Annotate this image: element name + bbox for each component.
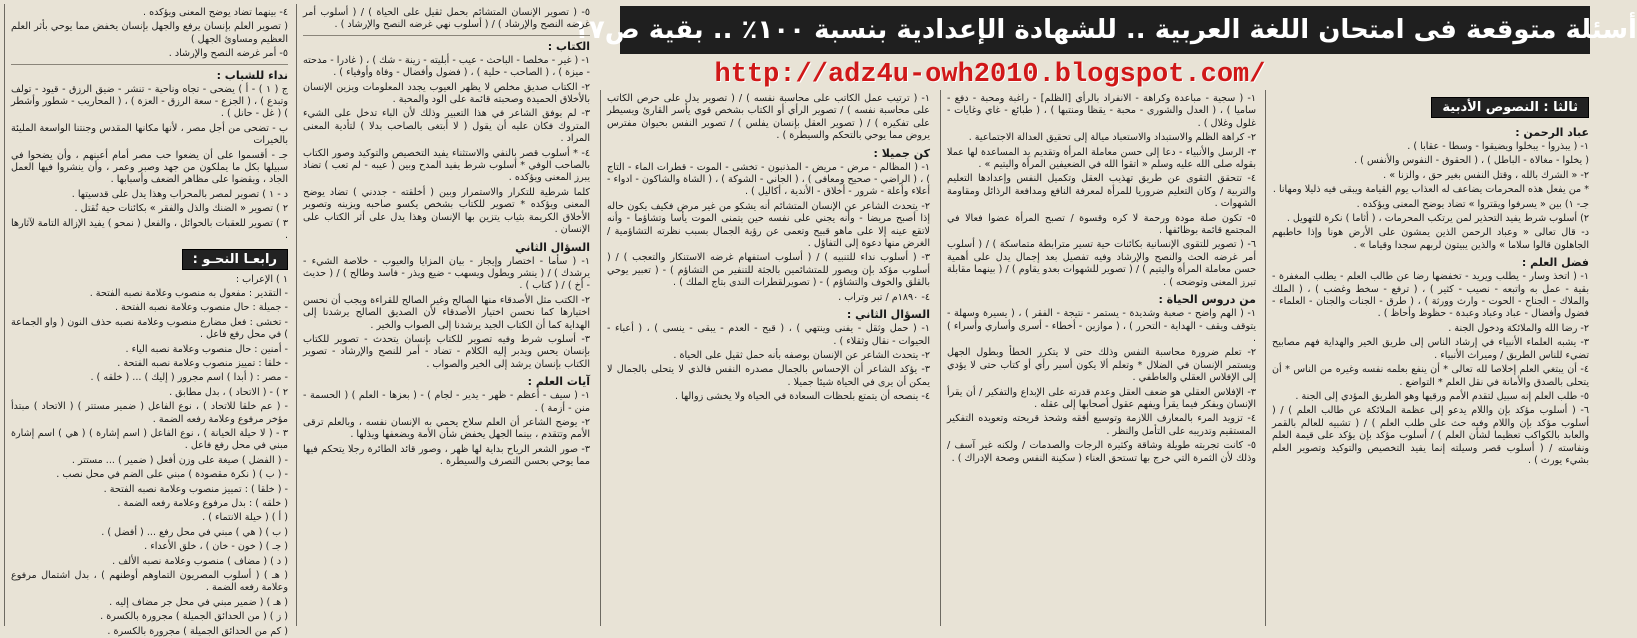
subheading-second-question-book: السؤال الثاني <box>303 241 590 254</box>
text-line: ١- ( سجية - مباعدة وكراهة - الانفراد بالرأي [الظلم] - راغبة ومحبة - دفع - ساميا ) ، ( العدل والشورى - محبة - يقظا ومنتبها ) ، ( طبائع - غاي وغايات - غلول وغلال ) . <box>947 93 1256 130</box>
text-line: ٥- أمر غرضه النصح والإرشاد . <box>11 48 288 60</box>
text-line: - تخشى : فعل مضارع منصوب وعلامة نصبه حذف النون ( واو الجماعة ) في محل رفع فاعل . <box>11 317 288 342</box>
text-line: ( أ ) ( حيلة الانتماء ) . <box>11 512 288 524</box>
text-line: ج ( ١ ) - أ ) يضحى - تجاه وناحية - تنشر - ضيق الرزق - قيود - تولف وتبدع ) ، ( الجزع - سعة الرزق - العزة ) ، ( المحاريب - شطور وأشطر ) ( غل - حانل ) . <box>11 84 288 121</box>
text-line: - ( ب ) ( نكرة مقصودة ) مبني على الضم في محل نصب . <box>11 469 288 481</box>
lines-fadl-alilm <box>1272 271 1589 467</box>
text-line: جـ- ١) بين « يسرفوا ويقتروا » تضاد يوضح المعنى ويؤكده . <box>1272 199 1589 211</box>
text-line: ( تصوير العلم بإنسان يرفع والجهل بإنسان يخفض مما يوحي بأثر العلم العظيم ومساوئ الجهل ) <box>11 21 288 46</box>
subheading-fadl-alilm: فضل العلم : <box>1272 256 1589 269</box>
text-line: ١- ( حمل وثقل - يفنى وينتهي ) ، ( قبح - العدم - يبقى - ينسى ) ، ( أعباء - الحيوات - نقال وثقلاء ) . <box>607 323 930 348</box>
lines-second-question <box>607 323 930 403</box>
lines-the-book <box>303 55 590 237</box>
text-line: ٣- صور الشعر الرياح بداية لها ظهر ، وصور قائد الطائرة رجلا يتحكم فيها مما يوحي بحسن التصرف والسيطرة . <box>303 444 590 469</box>
text-line: - التقدير : مفعول به منصوب وعلامة نصبه الفتحة . <box>11 288 288 300</box>
text-line: ٣- أسلوب شرط وفيه تصوير للكتاب بإنسان يتحدث - تصوير للكتاب بإنسان يحس ويدبر إليه الكلام - تضاد - أمر للنصح والإرشاد - تصوير الكتاب بإنسان يرشد إلى الخير والصواب . <box>303 334 590 371</box>
text-line: ب - تضحى من أجل مصر ، لأنها مكانها المقدس وجنتنا الواسعة المليئة بالخيرات <box>11 123 288 148</box>
text-line: ٤- أن يبتغي العلم إخلاصا لله تعالى * أن ينفع بعلمه نفسه وغيره من الناس * أن يتحلى بالصدق والأمانة في نقل العلم * التواضع . <box>1272 364 1589 389</box>
lines-ibad-alrahman <box>1272 141 1589 252</box>
text-line: ١- ( الهم واضح - صعبة وشديدة - يستمر - نتيجة - الفقر ) ، ( يسيرة وسهلة - يتوقف ويقف - الهداية - التحرر ) ، ( موازين - أخطاء - أسرى وأساري وأسراء ) . <box>947 308 1256 345</box>
text-line: ٤- بينهما تضاد يوضح المعنى ويؤكده . <box>11 7 288 19</box>
text-line: ( جـ ) ( خون - خان ) ، خلق الأعداء . <box>11 541 288 553</box>
text-line: - خلقا : تمييز منصوب وعلامة نصبه الفتحة . <box>11 358 288 370</box>
lines-women-education <box>947 93 1256 289</box>
text-line: ٢- « الشرك بالله ، وقتل النفس بغير حق ، والزنا » . <box>1272 170 1589 182</box>
text-line: جـ - أقسموا على أن يضعوا حب مصر أمام أعينهم ، وأن يضحوا في سبيلها بكل ما يملكون من جهد وصبر وعمر ، وأن ينشروا فيها العمل الجاد ، ويقضوا على مظاهر الضعف وأسبابها . <box>11 150 288 187</box>
text-line: ٣- يشبه العلماء الأنبياء في إرشاد الناس إلى طريق الخير والهداية فهم مصابيح تضيء للناس الطريق / وميراث الأنبياء . <box>1272 337 1589 362</box>
text-line: ( خلقه ) : بدل مرفوع وعلامة رفعه الضمة . <box>11 498 288 510</box>
text-line: ٣ - ( لا حيلة الخيانة ) ، نوع الفاعل ( اسم إشارة ) ( هي ) اسم إشارة مبني في محل رفع فاعل . <box>11 428 288 453</box>
lines-self-accounting <box>607 93 930 143</box>
lines-verses-of-knowledge <box>303 390 590 468</box>
text-line: - جميلة : حال منصوب وعلامة نصبه الفتحة . <box>11 302 288 314</box>
text-line: - مصر : ( أبدا ) اسم مجرور ( إليك ) ... ( خلقه ) . <box>11 372 288 384</box>
text-line: ٥- ( تصوير الإنسان المتشائم بحمل ثقيل على الحياة ) / ( أسلوب أمر غرضه النصح والإرشاد ) / ( أسلوب نهي غرضه النصح والإرشاد ) . <box>303 7 590 32</box>
text-line: ٥- تكون صلة مودة ورحمة لا كره وقسوة / تصبح المرأة عضوا فعالا في المجتمع قائمة بوظائفها . <box>947 213 1256 238</box>
text-line: - أمنين : حال منصوب وعلامة نصبه الياء . <box>11 344 288 356</box>
text-line: ١- ( اتخذ وسار - يطلب ويريد - تخفضها رضا عن طالب العلم - يطلب المغفرة - بقية - عمل به واتبعه - نصيب - كثير ) ، ( ترفع - سخط وغضب ) ، ( الملك والملاك - الجناح - الحوت - وارث وورثة ) ، ( طرق - الجنات والجنان - العلماء - فضول وأفضال - عباد وعباد وعبدة - حظوظ وأحاظ ) . <box>1272 271 1589 321</box>
text-line: ١ ) الإعراب : <box>11 274 288 286</box>
column-life-lessons <box>940 90 1262 626</box>
text-line: ٥- طلب العلم إنه سبيل لتقدم الأمم ورقيها وهو الطريق المؤدي إلى الجنة . <box>1272 391 1589 403</box>
text-line: ٢- الكتب مثل الأصدقاء منها الصالح وغير الصالح للقراءة ويجب أن نحسن اختيارها كما نحسن اختيار الأصدقاء لأن الصديق الصالح يرشدنا إلى الهداية كما أن الكتاب الجيد يرشدنا إلى الصواب والخير . <box>303 295 590 332</box>
text-line: ٤- ينصحه أن يتمتع بلحظات السعادة في الحياة ولا يخشى زوالها . <box>607 391 930 403</box>
lines-knowledge-contrast <box>11 7 288 61</box>
text-line: د- قال تعالى « وعباد الرحمن الذين يمشون على الأرض هونا وإذا خاطبهم الجاهلون قالوا سلاما » والذين يبيتون لربهم سجدا وقياما » . <box>1272 227 1589 252</box>
text-line: ( ب ) ( هي ) مبني في محل رفع ... ( أفضل ) . <box>11 527 288 539</box>
text-line: ١- ( سيف - أعظم - ظهر - يدير - لجام ) - ( بعزها - العلم ) ( الحسمة - منن - أزمة ) . <box>303 390 590 415</box>
text-line: ٥- كانت تجربته طويلة وشاقة وكثيرة الرجات والصدمات / ولكنه غير آسف / وذلك لأن الثمرة التي خرج بها تستحق العناء ( سكينة النفس وصحة الإدراك ) . <box>947 440 1256 465</box>
text-line: ( ز ) ( من الحدائق الجميلة ) مجرورة بالكسرة . <box>11 611 288 623</box>
text-line: - ( الفضل ) صيغة على وزن أفعل ( ضمير ) ... مستتر . <box>11 455 288 467</box>
text-line: ٣- الإفلاس العقلي هو ضعف العقل وعدم قدرته على الإبداع والتفكير / أن يقرأ الإنسان ويفكر فيما يقرأ ويفهم عقول أصحابها إلى عقله . <box>947 387 1256 412</box>
text-line: ٤- تزويد المرء بالمعارف اللازمة وتوسيع أفقه وشحذ قريحته وتعويده التفكير المستقيم وتدريبه على التأمل والنظر . <box>947 413 1256 438</box>
text-line: ٢ ) - ( الاتحاد ) ، بدل مطابق . <box>11 387 288 399</box>
text-line: ( هـ ) ( ضمير مبني في محل جر مضاف إليه . <box>11 597 288 609</box>
lines-be-beautiful <box>607 162 930 304</box>
column-be-beautiful <box>600 90 936 626</box>
text-line: ٢- يتحدث الشاعر عن الإنسان بوصفه بأنه حمل ثقيل على الحياة . <box>607 350 930 362</box>
lines-call-to-youth <box>11 84 288 243</box>
text-line: ١- ( سأما - اختصار وإيجاز - بيان المزايا والعيوب - خلاصة الشيء - يرشدك ) / ( ينشر ويطول ويسهب - ضيع ويذر - فاسد وطالح ) / ( حديث - أخ ) / ( كتاب ) . <box>303 256 590 293</box>
subheading-verses-of-knowledge: آيات العلم : <box>303 375 590 388</box>
lines-pessimist <box>303 7 590 32</box>
subheading-life-lessons: من دروس الحياة : <box>947 293 1256 306</box>
subheading-second-question: السؤال الثاني : <box>607 308 930 321</box>
text-line: ( هـ ) ( أسلوب المصريون التماوهم أوطنهم ) ، بدل اشتمال مرفوع وعلامة رفعه الضمة . <box>11 570 288 595</box>
text-line: ٢- رضا الله والملائكة ودخول الجنة . <box>1272 323 1589 335</box>
blog-url-watermark[interactable]: http://adz4u-owh2010.blogspot.com/ <box>610 60 1370 94</box>
text-line: ٦- ( تصوير للتقوى الإنسانية بكائنات حية تسير مترابطة متماسكة ) / ( أسلوب أمر غرضه الحث والنصح والإرشاد وفيه تفصيل بعد إجمال يدل على أهمية حسن معاملة المرأة واليتيم ) / ( تصوير للشهوات بعدو يقاوم ) / ( بينهما مقابلة تبرز المعنى وتوضحه ) . <box>947 239 1256 289</box>
lines-grammar <box>11 274 288 638</box>
text-line: * من يفعل هذه المحرمات يضاعف له العذاب يوم القيامة ويبقى فيه ذليلا ومهانا . <box>1272 184 1589 196</box>
text-line: ( يخلوا - مغالاة - الباطل ) ، ( الحقوق - النفوس والأنفس ) . <box>1272 155 1589 167</box>
text-line: ٢) أسلوب شرط يفيد التحذير لمن يرتكب المحرمات ، ( أثاما ) نكرة للتهويل . <box>1272 213 1589 225</box>
text-line: ١- ( يبذروا - يبخلوا ويضيقوا - وسطا - عقابا ) . <box>1272 141 1589 153</box>
subheading-call-to-youth: نداء للشباب : <box>11 69 288 82</box>
page-banner-title: أسئلة متوقعة فى امتحان اللغة العربية .. للشهادة الإعدادية بنسبة ١٠٠٪ .. بقية ص١٧ <box>620 6 1590 54</box>
text-line: ٣- يؤكد الشاعر أن الإحساس بالجمال مصدره النفس فالذي لا يتحلى بالجمال لا يمكن أن يرى في الحياة شيئا جميلا . <box>607 364 930 389</box>
subheading-be-beautiful: كن جميلا : <box>607 147 930 160</box>
text-line: ٤- * أسلوب قصر بالنفي والاستثناء يفيد التخصيص والتوكيد وصور الكتاب بالصاحب الوفي * أسلوب شرط يفيد المدح وبين ( عيبه - لم تعب ) تضاد يبرز المعنى ويؤكده . <box>303 148 590 185</box>
text-line: ٦- ( أسلوب مؤكد بإن واللام يدعو إلى عظمة الملائكة عن طالب العلم ) / ( أسلوب مؤكد بإن واللام وفيه حث على طلب العلم ) / ( تشبيه للعالم بالقمر والعابد بالكواكب تعظيما لشأن العلم ) / أسلوب مؤكد بإن يؤكد على قيمة العلم ونفاسته / ( أسلوب قصر وسيلته إنما يفيد التخصيص والتوكيد وتصوير العلم بشيء يورث ) . <box>1272 405 1589 467</box>
text-line: ٢- الكتاب صديق مخلص لا يظهر العيوب يجدد المعلومات ويزين الإنسان بالأخلاق الحميدة وصحبته قائمة على الود والمحبة . <box>303 82 590 107</box>
text-line: - ( خلقا ) : تمييز منصوب وعلامة نصبه الفتحة . <box>11 484 288 496</box>
text-line: ١- ( غير - مخلصا - الباحث - عيب - أبليته - زينة - شك ) ، ( غادرا - مدحته - ميزة ) ، ( الصاحب - حلية ) ، ( فضول وأفضال - وفاة وأوفياء ) . <box>303 55 590 80</box>
text-line: ٢- كراهة الظلم والاستبداد والاستعباد ميالة إلى تحقيق العدالة الاجتماعية . <box>947 132 1256 144</box>
text-line: ٣- الرسل والأنبياء - دعا إلى حسن معاملة المرأة وتقديم يد المساعدة لها عملا بقوله صلى الله عليه وسلم « اتقوا الله في الضعيفين المرأة واليتيم » . <box>947 147 1256 172</box>
column-literary-texts <box>1265 90 1595 626</box>
text-line: ٣ ) تصوير للعقبات بالحوائل ، والفعل ( نمحو ) يفيد الإزالة التامة لآثارها . <box>11 218 288 243</box>
text-line: د - ١ ) تصوير لمصر بالمحراب وهذا يدل على قدسيتها . <box>11 189 288 201</box>
subheading-ibad-alrahman: عباد الرحمن : <box>1272 126 1589 139</box>
text-line: ١- ( المظالم - مرض - مريض - المذنبون - تخشى - الموت - قطرات الماء - التاج ) ، ( الراضي - صحيح ومعافى ) ، ( الجاني - الشوكة ) ، ( الشاة والشاكون - ادواء - أعلاء وأعلة - شرور - أخلاق - الأندية ، أكاليل ) . <box>607 162 930 199</box>
text-line: ٢- تعلم ضرورة محاسبة النفس وذلك حتى لا يتكرر الخطأ وبطول الجهل ويستمر الإنسان في الضلال * وتعلم ألا يكون أسير رأي أو كتاب حتى لا يؤدي إلى الإفلاس العقلي والعاطفي . <box>947 347 1256 384</box>
column-call-to-youth <box>4 4 294 626</box>
text-line: ( كم من الحدائق الجميلة ) مجرورة بالكسرة . <box>11 626 288 638</box>
divider <box>303 35 590 36</box>
text-line: ٢- يتحدث الشاعر عن الإنسان المتشائم أنه يشكو من غير مرض فكيف يكون حاله إذا أصبح مريضا - وأنه يجني على نفسه حين يتمنى الموت يأسا وتشاؤما - وأنه لاتقع عينه إلا على ماهو قبيح وتعمى عن رؤية الجمال بسبب نظرته التشاؤمية / الغرض منها دعوة إلى التفاؤل . <box>607 201 930 251</box>
text-line: ( د ) ( مضاف ) منصوب وعلامة نصبه الألف . <box>11 556 288 568</box>
text-line: - ( عم خلقا للاتحاد ) ، نوع الفاعل ( ضمير مستتر ) ( الاتحاد ) مبتدأ مؤخر مرفوع وعلامة رفعه الضمة . <box>11 401 288 426</box>
divider <box>11 64 288 65</box>
column-the-book <box>296 4 596 626</box>
text-line: ٢ ) تصوير « الضنك والذل والفقر » بكائنات حية تُقتل . <box>11 203 288 215</box>
text-line: ٤- ١٨٩٠م / تبر وتراب . <box>607 292 930 304</box>
text-line: كلما شرطية للتكرار والاستمرار وبين ( أخلقته - جددني ) تضاد يوضح المعنى ويؤكده * تصوير للكتاب بشخص يكسو صاحبه ويزينه وتصوير الأخلاق الكريمة بثياب يتزين بها الإنسان وهذا يدل على أثر الكتاب على الإنسان . <box>303 187 590 237</box>
section-title-literary-texts: ثالثا : النصوص الأدبية <box>1431 97 1589 118</box>
text-line: ٣- لم يوفق الشاعر في هذا التعبير وذلك لأن الباء تدخل على الشيء المتروك فكان عليه أن يقول ( لا أبتغى بالصاحب بدلا ) لتأدية المعنى المراد . <box>303 108 590 145</box>
lines-life-lessons <box>947 308 1256 465</box>
text-line: ٤- تتحقق التقوى عن طريق تهذيب العقل وتكميل النفس وإعدادها التعليم والتربية / وكان التعليم ضروريا للمرأة لمعرفة النافع ومدافعة الرذائل ومقاومة الشهوات . <box>947 173 1256 210</box>
text-line: ١- ( ترتيب عمل الكاتب على محاسبة نفسه ) / ( تصوير يدل على حرص الكاتب على محاسبة نفسه ) / تصوير الرأي أو الكتاب بشخص قوي يأسر القارئ ويسيطر على تفكيره ) / ( تصوير العقل بإنسان يفلس ) / تصوير النفس بحيوان مفترس يروض مما يوحي بالتحكم والسيطرة ) . <box>607 93 930 143</box>
lines-book-second <box>303 256 590 372</box>
text-line: ٢- يوضح الشاعر أن العلم سلاح يحمي به الإنسان نفسه ، وبالعلم ترقى الأمم وتتقدم ، بينما الجهل يخفض شأن الأمة ويضعفها ويذلها . <box>303 417 590 442</box>
text-line: ٣- ( أسلوب نداء للتنبيه ) / ( أسلوب استفهام غرضه الاستنكار والتعجب ) / ( أسلوب مؤكد بإن ويصور للمتشائمين بالجثة للتنفير من التشاؤم ) - ( تعبير يوحي بالقلق والخوف والتشاؤم ) - ( تصويرلقطرات الندى بتاج الملك ) . <box>607 252 930 289</box>
section-title-grammar: رابعـا النحـو : <box>182 249 288 270</box>
subheading-the-book: الكتاب : <box>303 40 590 53</box>
